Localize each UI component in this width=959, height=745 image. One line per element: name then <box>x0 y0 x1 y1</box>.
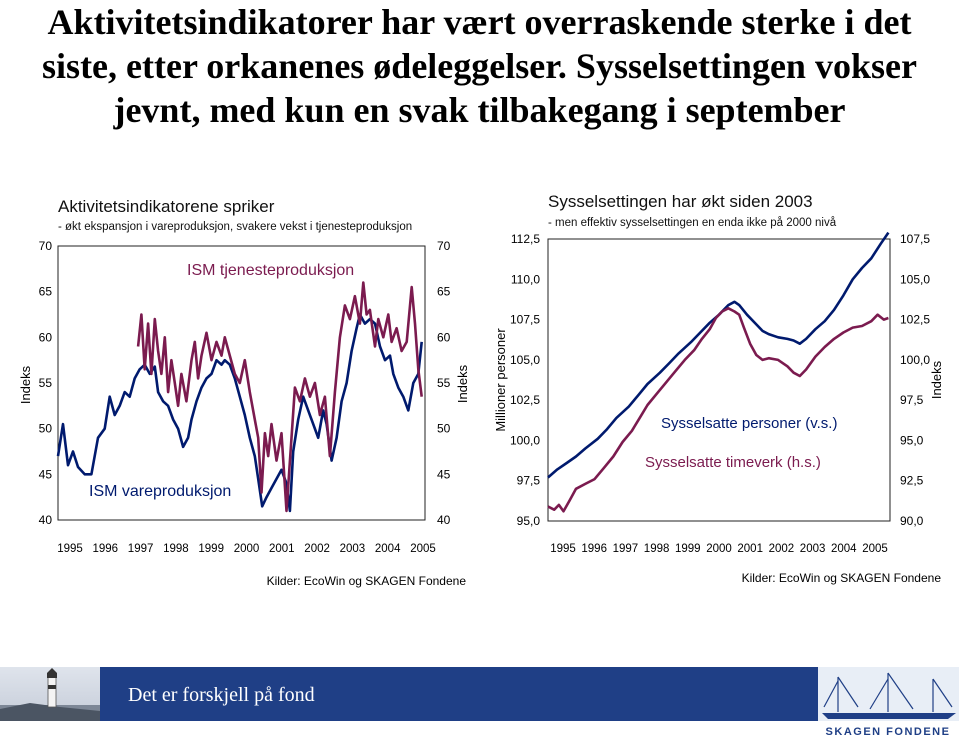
left-plot-frame <box>58 246 425 520</box>
x-tick-label: 1996 <box>581 543 607 555</box>
y-tick-label: 97,5 <box>516 473 540 488</box>
left-y-axis-label-right: Indeks <box>455 364 470 404</box>
y-tick-label: 110,0 <box>510 272 540 287</box>
left-y-ticks-right <box>437 239 451 527</box>
right-y-axis-label: Millioner personer <box>493 328 508 432</box>
x-tick-label: 2000 <box>706 543 732 555</box>
x-tick-label: 2004 <box>374 543 401 555</box>
y-tick-label: 50 <box>38 421 52 436</box>
right-x-ticks <box>550 543 888 555</box>
right-plot-frame <box>548 239 890 521</box>
y-tick-label-right: 65 <box>437 284 451 299</box>
x-tick-label: 2002 <box>768 543 795 555</box>
skagen-logo-icon <box>818 667 959 740</box>
legend-label-ism-tjeneste: ISM tjenesteproduksjon <box>187 262 355 279</box>
y-tick-label: 105,0 <box>509 352 540 367</box>
y-tick-label: 45 <box>38 467 52 482</box>
x-tick-label: 2001 <box>269 543 295 555</box>
x-tick-label: 1999 <box>198 543 224 555</box>
headline-line-3: jevnt, med kun en svak tilbakegang i september <box>113 90 846 130</box>
y-tick-label-right: 95,0 <box>900 433 924 448</box>
footer-slogan: Det er forskjell på fond <box>128 684 315 706</box>
y-tick-label-right: 60 <box>437 330 451 345</box>
x-tick-label: 1999 <box>675 543 701 555</box>
x-tick-label: 1995 <box>57 543 83 555</box>
series-line-0 <box>58 315 422 511</box>
y-tick-label-right: 55 <box>437 376 451 390</box>
series-line-0 <box>548 233 888 478</box>
y-tick-label: 107,5 <box>509 312 540 327</box>
left-chart-subtitle: - økt ekspansjon i vareproduksjon, svakere vekst i tjenesteproduksjon <box>58 221 413 233</box>
y-tick-label-right: 107,5 <box>900 232 931 246</box>
x-tick-label: 1995 <box>550 543 576 555</box>
x-tick-label: 2005 <box>862 543 888 555</box>
right-chart-subtitle: - men effektiv sysselsettingen en enda ikke på 2000 nivå <box>548 217 837 229</box>
headline-line-2: siste, etter orkanenes ødeleggelser. Sysselsettingen vokser <box>42 46 917 86</box>
y-tick-label-right: 70 <box>437 239 451 253</box>
x-tick-label: 2003 <box>339 543 366 555</box>
y-tick-label-right: 100,0 <box>900 352 931 367</box>
y-tick-label: 100,0 <box>509 433 540 448</box>
y-tick-label: 65 <box>38 284 52 299</box>
left-chart <box>18 197 470 588</box>
y-tick-label: 70 <box>38 239 52 253</box>
lighthouse-image <box>0 667 100 721</box>
x-tick-label: 1998 <box>163 543 189 555</box>
legend-label-sysselsatte-timeverk: Sysselsatte timeverk (h.s.) <box>645 454 821 471</box>
y-tick-label-right: 50 <box>437 421 451 436</box>
x-tick-label: 2005 <box>410 543 436 555</box>
right-y-ticks-left <box>510 232 540 528</box>
x-tick-label: 1996 <box>92 543 119 555</box>
right-y-ticks-right <box>900 232 930 528</box>
y-tick-label: 95,0 <box>516 514 540 528</box>
y-tick-label-right: 45 <box>437 467 451 482</box>
x-tick-label: 2004 <box>831 543 857 555</box>
y-tick-label-right: 90,0 <box>900 514 924 528</box>
lighthouse-icon <box>0 667 100 721</box>
legend-label-sysselsatte-personer: Sysselsatte personer (v.s.) <box>661 415 838 432</box>
left-y-ticks-left <box>39 239 53 527</box>
y-tick-label-right: 102,5 <box>900 312 931 327</box>
left-chart-title: Aktivitetsindikatorene spriker <box>58 197 275 216</box>
logo-text: SKAGEN FONDENE <box>825 726 951 738</box>
legend-label-ism-vare: ISM vareproduksjon <box>89 483 232 500</box>
right-chart <box>493 192 944 585</box>
x-tick-label: 1998 <box>643 543 670 555</box>
y-tick-label: 55 <box>38 376 52 390</box>
y-tick-label: 60 <box>38 330 52 345</box>
left-series-lines <box>58 283 422 511</box>
left-chart-source: Kilder: EcoWin og SKAGEN Fondene <box>266 574 466 588</box>
series-line-1 <box>548 308 888 511</box>
series-line-1 <box>138 283 422 511</box>
x-tick-label: 2000 <box>233 543 260 555</box>
headline-line-1: Aktivitetsindikatorer har vært overraskende sterke i det <box>47 2 912 42</box>
right-chart-source: Kilder: EcoWin og SKAGEN Fondene <box>741 571 941 585</box>
y-tick-label-right: 97,5 <box>900 393 924 408</box>
x-tick-label: 2001 <box>737 543 763 555</box>
left-x-ticks <box>57 543 436 555</box>
y-tick-label-right: 105,0 <box>900 272 931 287</box>
y-tick-label: 102,5 <box>509 393 540 408</box>
y-tick-label: 112,5 <box>510 232 540 246</box>
x-tick-label: 2002 <box>304 543 330 555</box>
left-y-axis-label: Indeks <box>18 365 33 405</box>
x-tick-label: 2003 <box>799 543 826 555</box>
y-tick-label-right: 40 <box>437 513 451 527</box>
x-tick-label: 1997 <box>127 543 154 555</box>
y-tick-label-right: 92,5 <box>900 473 924 488</box>
right-y-axis-label-right: Indeks <box>929 360 944 400</box>
right-chart-title: Sysselsettingen har økt siden 2003 <box>548 192 813 211</box>
skagen-logo <box>818 667 959 740</box>
y-tick-label: 40 <box>38 513 52 527</box>
x-tick-label: 1997 <box>612 543 639 555</box>
